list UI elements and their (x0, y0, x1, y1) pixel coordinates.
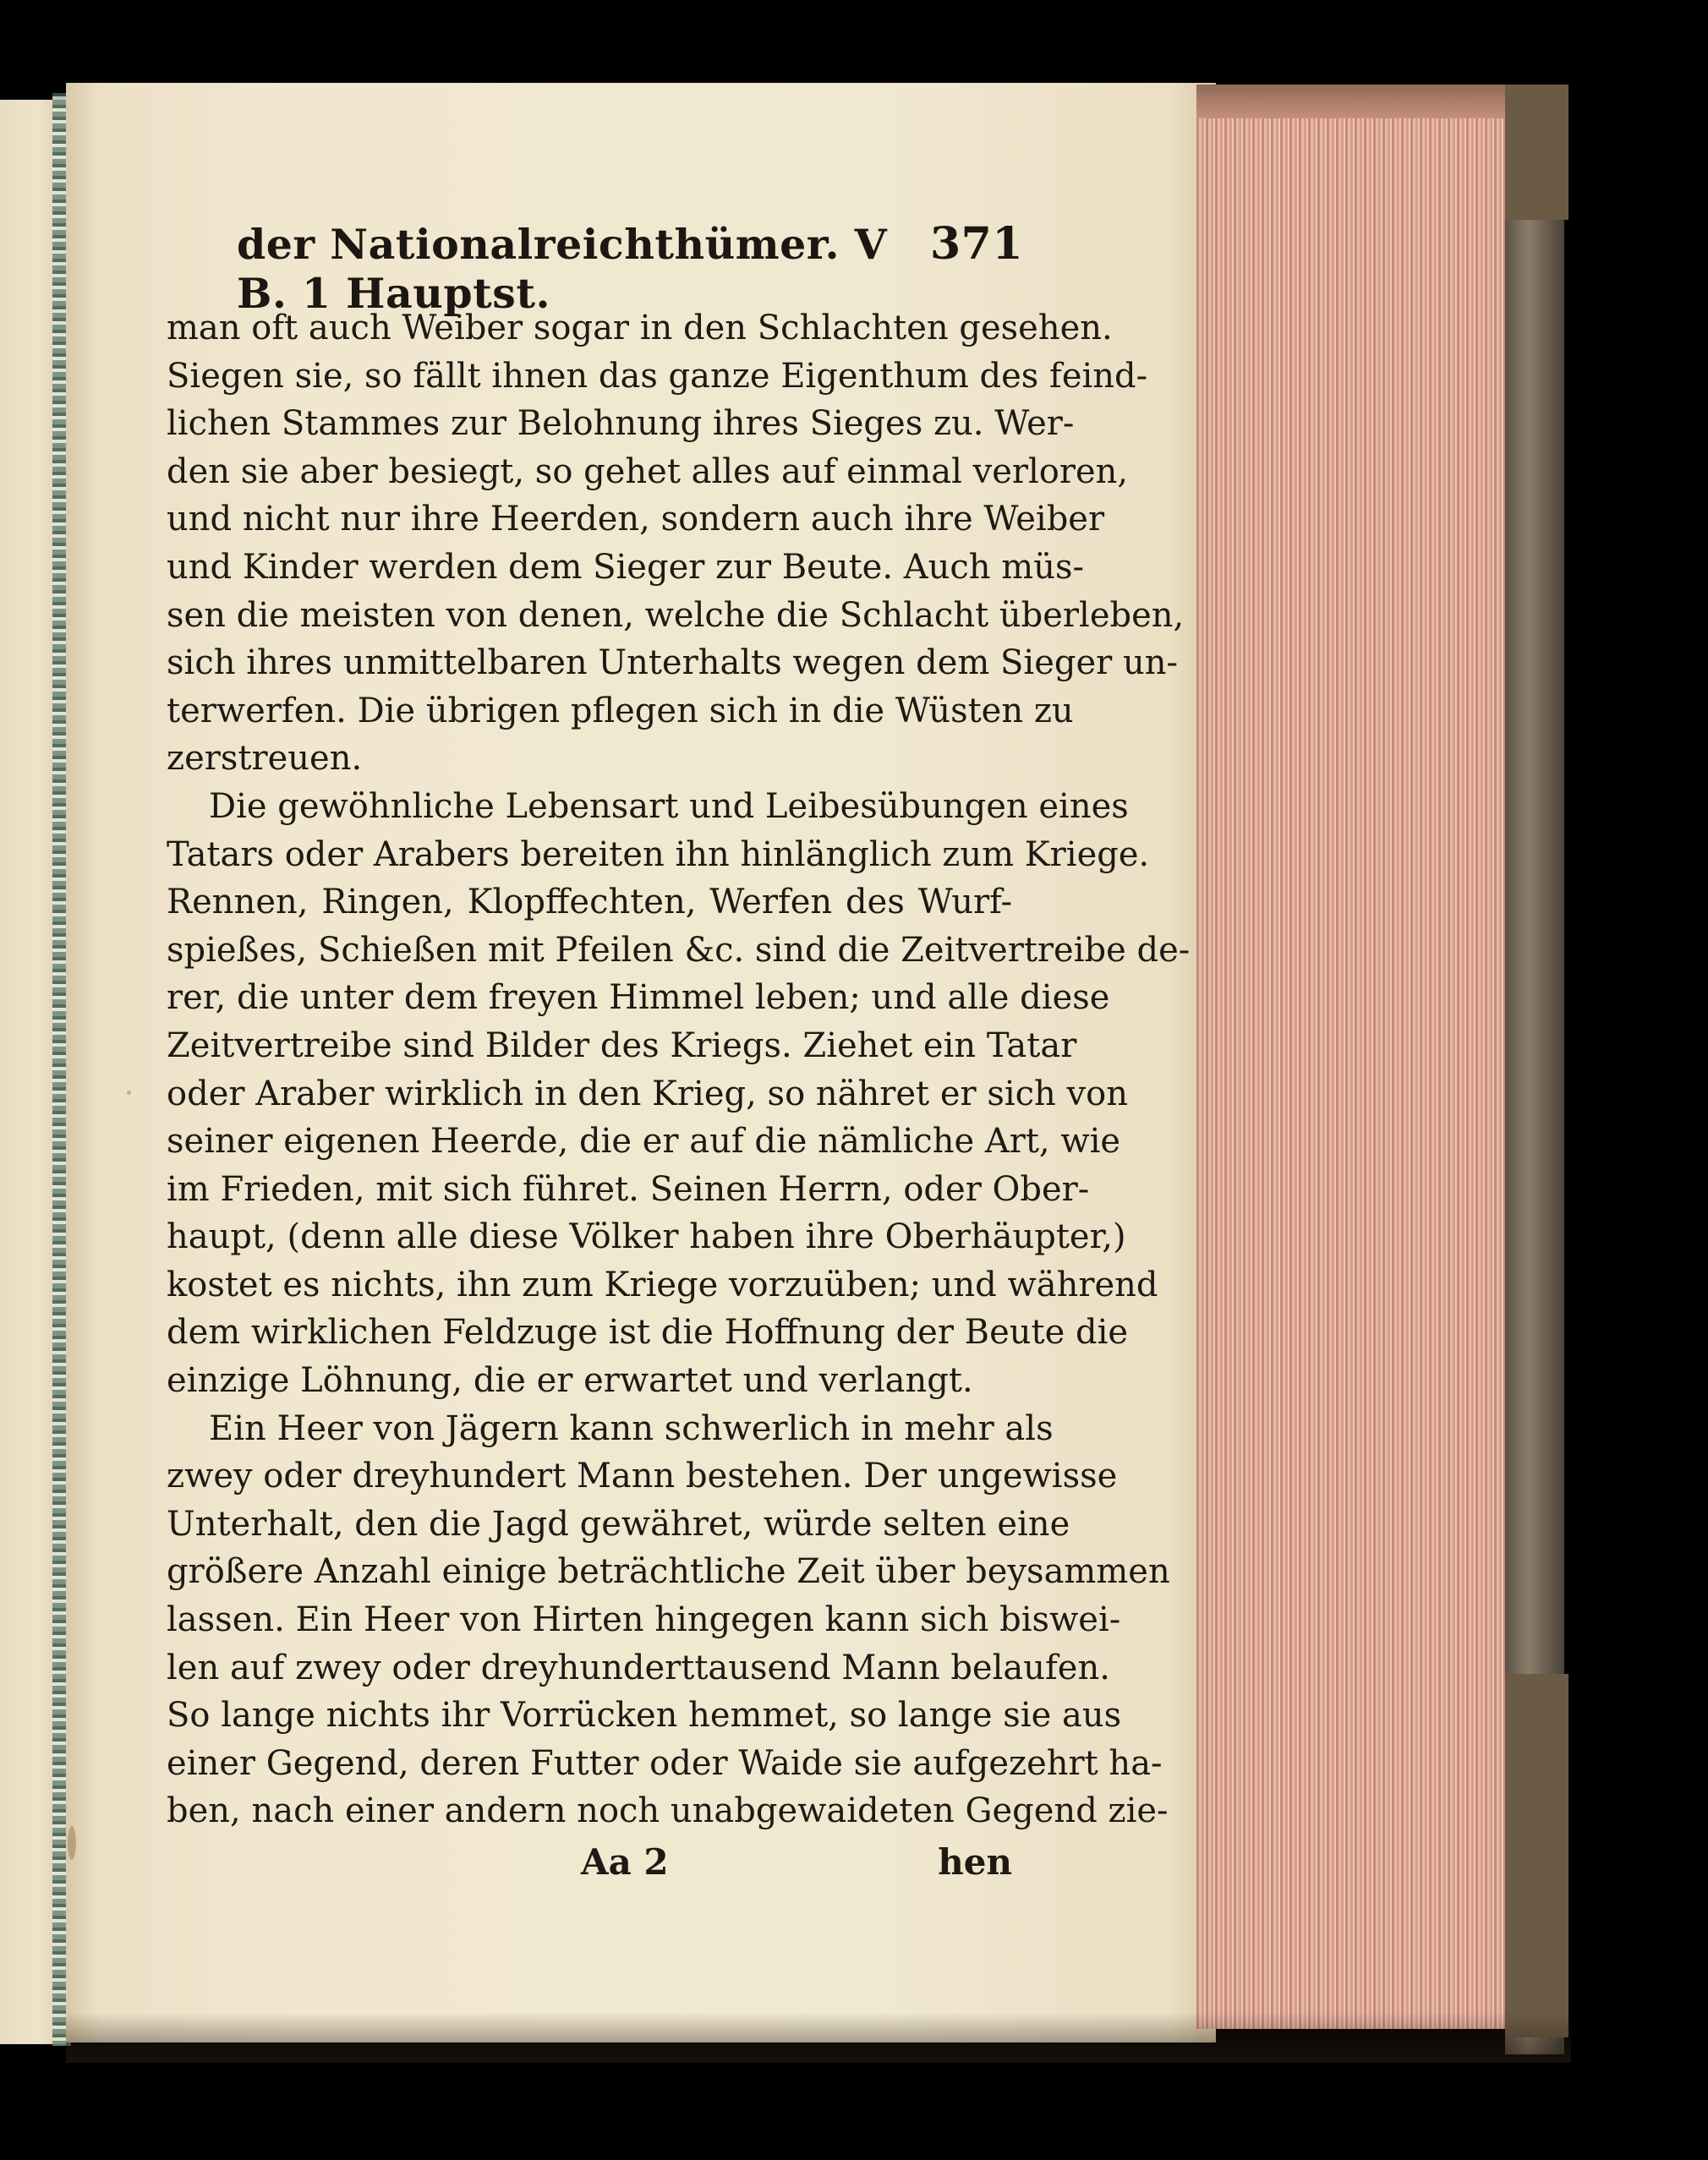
running-header (237, 218, 1023, 318)
text-line: Ein Heer von Jägern kann schwerlich in mehr als (209, 1408, 1054, 1448)
text-line: zwey oder dreyhundert Mann bestehen. Der ungewisse (167, 1457, 1118, 1496)
text-line: lichen Stammes zur Belohnung ihres Sieges zu. Wer- (167, 404, 1075, 444)
text-line: len auf zwey oder dreyhunderttausend Mann belaufen. (167, 1648, 1110, 1687)
signature-mark: Aa 2 (581, 1841, 669, 1883)
paragraph (167, 783, 1191, 1405)
cover-corner-top (1505, 85, 1568, 220)
text-line: Rennen, Ringen, Klopffechten, Werfen des Wurf- (167, 883, 1012, 922)
text-line: und Kinder werden dem Sieger zur Beute. Auch müs- (167, 547, 1085, 587)
text-line: lassen. Ein Heer von Hirten hingegen kann sich biswei- (167, 1600, 1121, 1640)
text-line: Siegen sie, so fällt ihnen das ganze Eigenthum des feind- (167, 356, 1148, 396)
text-line: So lange nichts ihr Vorrücken hemmet, so lange sie aus (167, 1696, 1122, 1736)
text-line: kostet es nichts, ihn zum Kriege vorzuüben; und während (167, 1265, 1158, 1304)
ink-spot (68, 1826, 76, 1860)
catchword: hen (938, 1841, 1012, 1883)
text-line: und nicht nur ihre Heerden, sondern auch ihre Weiber (167, 500, 1105, 539)
text-line: terwerfen. Die übrigen pflegen sich in die Wüsten zu (167, 691, 1074, 730)
text-line: man oft auch Weiber sogar in den Schlachten gesehen. (167, 309, 1113, 347)
running-title: der Nationalreichthümer. V B. 1 Hauptst. (237, 220, 888, 318)
text-line: oder Araber wirklich in den Krieg, so nähret er sich von (167, 1074, 1128, 1113)
ink-spot (127, 1091, 131, 1095)
bottom-shadow (66, 2012, 1571, 2063)
text-line: dem wirklichen Feldzuge ist die Hoffnung der Beute die (167, 1313, 1129, 1353)
text-line: den sie aber besiegt, so gehet alles auf einmal verloren, (167, 451, 1129, 491)
text-line: sich ihres unmittelbaren Unterhalts wegen dem Sieger un- (167, 643, 1179, 683)
text-line: einer Gegend, deren Futter oder Waide sie aufgezehrt ha- (167, 1743, 1163, 1783)
paragraph (167, 1405, 1170, 1835)
text-line: Unterhalt, den die Jagd gewähret, würde selten eine (167, 1504, 1070, 1544)
text-line: sen die meisten von denen, welche die Schlacht überleben, (167, 595, 1185, 635)
text-line: spießes, Schießen mit Pfeilen &c. sind die Zeitvertreibe de- (167, 930, 1191, 970)
body-text (167, 304, 1191, 1835)
text-line: im Frieden, mit sich führet. Seinen Herrn, oder Ober- (167, 1169, 1090, 1209)
paragraph (167, 304, 1185, 783)
page-edges (1196, 85, 1509, 2029)
text-line: Tatars oder Arabers bereiten ihn hinlänglich zum Kriege. (167, 834, 1150, 874)
text-line: zerstreuen. (167, 739, 363, 779)
text-line: Die gewöhnliche Lebensart und Leibesübungen eines (209, 786, 1129, 826)
page-edges-top (1196, 85, 1509, 118)
text-line: rer, die unter dem freyen Himmel leben; und alle diese (167, 978, 1110, 1018)
page-footer (167, 1841, 1012, 1892)
text-line: einzige Löhnung, die er erwartet und verlangt. (167, 1361, 973, 1401)
text-line: Zeitvertreibe sind Bilder des Kriegs. Ziehet ein Tatar (167, 1025, 1077, 1065)
text-line: größere Anzahl einige beträchtliche Zeit über beysammen (167, 1552, 1170, 1592)
text-line: ben, nach einer andern noch unabgewaideten Gegend zie- (167, 1791, 1169, 1831)
text-line: seiner eigenen Heerde, die er auf die nämliche Art, wie (167, 1122, 1121, 1162)
cover-corner-bottom (1505, 1674, 1568, 2037)
page-number: 371 (929, 218, 1023, 270)
text-line: haupt, (denn alle diese Völker haben ihre Oberhäupter,) (167, 1217, 1126, 1257)
